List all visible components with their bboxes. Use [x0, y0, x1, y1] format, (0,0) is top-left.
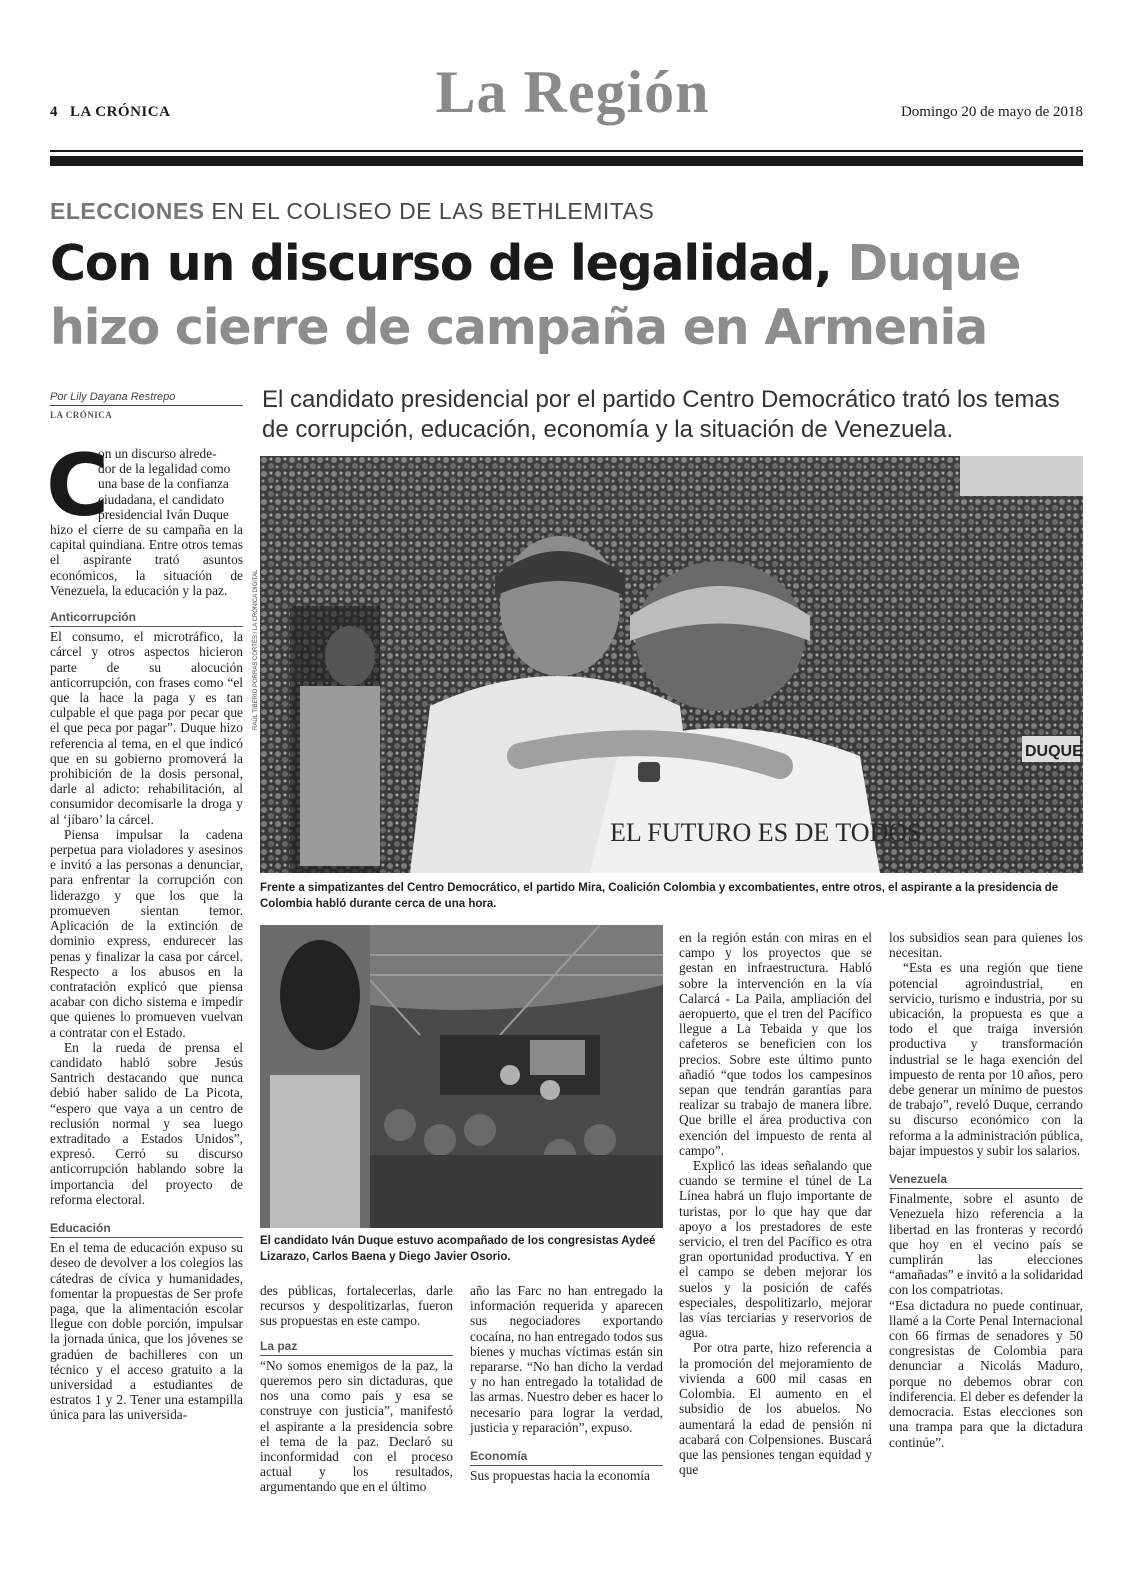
paragraph: En el tema de educación expuso su deseo de devolver a los colegios las cátedras de cívica y humanidades, fomentar la propuestas de Ser profe paga, que la alimentación escolar llegue con doble porción, impulsar la jornada única, que los jóvenes se gradúen de bachilleres con un técnico y el acceso gratuito a la universidad a estudiantes de estratos 1 y 2. Tener una estampilla única para las universida-	[50, 1240, 243, 1423]
kicker	[50, 198, 654, 225]
secondary-photo-caption: El candidato Iván Duque estuvo acompañado de los congresistas Aydeé Lizarazo, Carlos Baena y Diego Javier Osorio.	[260, 1235, 656, 1263]
crowd-photo-illustration	[260, 456, 1083, 873]
subhead-economia: Economía	[470, 1449, 663, 1466]
article-column-3	[470, 1283, 663, 1483]
article-column-1	[50, 446, 243, 1423]
secondary-photo	[260, 925, 663, 1228]
issue-date: Domingo 20 de mayo de 2018	[900, 104, 1083, 120]
sign-text: DUQUE	[1025, 743, 1083, 760]
intro-line: una base de la confianza	[98, 476, 229, 492]
drop-cap: C	[46, 436, 110, 536]
paragraph: Finalmente, sobre el asunto de Venezuela hizo referencia a la libertad en las fronteras y recordó que hoy en el vecino país se cumplirán las elecciones “amañadas” e invitó a la solidaridad con los compatriotas.	[889, 1191, 1083, 1298]
paragraph: los subsidios sean para quienes los necesitan.	[889, 930, 1083, 961]
newspaper-name: LA CRÓNICA	[70, 104, 171, 120]
paragraph: El consumo, el microtráfico, la cárcel y otros aspectos hicieron parte de su alocución anticorrupción, con frases como “el que la hace la paga y es tan culpable el que paga por pecar que el que peca por pagar”. Duque hizo referencia al tema, en el que indicó que en su gobierno promoverá la prohibición de la dosis personal, darle al adicto: rehabilitación, al consumidor decomisarle la droga y al ‘jíbaro’ la cárcel.	[50, 629, 243, 827]
kicker-label: ELECCIONES	[50, 198, 205, 224]
photo-credit: RAÚL TIBERIO PORRAS CORTÉS / LA CRÓNICA DIGITAL	[253, 569, 259, 730]
paragraph: Por otra parte, hizo referencia a la promoción del mejoramiento de vivienda a 600 mil casas en Colombia. El aumento en el subsidio de los abuelos. No aumentará la edad de pensión ni acabará con Colpensiones. Buscará que las pensiones tengan equidad y que	[679, 1340, 872, 1478]
deck: El candidato presidencial por el partido Centro Democrático trató los temas de corrupción, educación, economía y la situación de Venezuela.	[262, 386, 1060, 443]
page-number: 4	[50, 104, 58, 120]
headline	[50, 232, 1090, 360]
article-column-2	[260, 1283, 453, 1495]
paragraph: des públicas, fortalecerlas, darle recursos y despolitizarlas, fueron sus propuestas en este campo.	[260, 1283, 453, 1329]
subhead-paz: La paz	[260, 1339, 453, 1356]
article-column-5	[889, 930, 1083, 1450]
subhead-venezuela: Venezuela	[889, 1172, 1083, 1189]
kicker-text: EN EL COLISEO DE LAS BETHLEMITAS	[211, 198, 655, 224]
paragraph: hizo el cierre de su campaña en la capital quindiana. Entre otros temas el aspirante trató asuntos económicos, la situación de Venezuela, la educación y la paz.	[50, 522, 243, 598]
masthead-rule-thick	[50, 156, 1083, 166]
headline-grey: Duque hizo cierre de campaña en Armenia	[50, 235, 1021, 356]
intro-line: dor de la legalidad como	[98, 461, 231, 477]
article-column-4	[679, 930, 872, 1477]
intro-line: ciudadana, el candidato	[98, 491, 225, 507]
main-photo	[260, 456, 1083, 873]
paragraph: en la región están con miras en el campo y los proyectos que se gestan en infraestructura. Habló sobre la intervención en la vía Calarcá - La Paila, ampliación del aeropuerto, que el tren del Pacífico llegue a La Tebaida y que los cafeteros se beneficien con los precios. Sobre este último punto añadió “que todos los campesinos sepan que tendrán garantías para realizar su trabajo de manera libre. Que brille el área productiva con exención del impuesto de renta al campo”.	[679, 930, 872, 1158]
headline-dark: Con un discurso de legalidad,	[50, 235, 832, 292]
paragraph: año las Farc no han entregado la información requerida y aparecen sus negociadores exportando cocaína, no han entregado todos sus bienes y muchas víctimas están sin repararse. “No han dicho la verdad y no han entregado la totalidad de las armas. Nuestro deber es hacer lo necesario para lograr la verdad, justicia y reparación”, expuso.	[470, 1283, 663, 1435]
intro-line: presidencial Iván Duque	[98, 506, 229, 522]
byline-author: Por Lily Dayana Restrepo	[50, 391, 243, 406]
shirt-text: EL FUTURO ES DE TODOS	[610, 818, 922, 847]
byline-org: LA CRÓNICA	[50, 410, 113, 420]
paragraph: Sus propuestas hacia la economía	[470, 1468, 650, 1484]
paragraph: “No somos enemigos de la paz, la queremos pero sin dictaduras, que nos una como país y esa se construye con justicia”, manifestó el aspirante a la presidencia sobre el tema de la paz. Declaró su inconformidad con el proceso actual y los resultados, argumentando que en el último	[260, 1357, 453, 1495]
coliseum-photo-illustration	[260, 925, 663, 1228]
paragraph: Explicó las ideas señalando que cuando se termine el túnel de La Línea habrá un flujo importante de turistas, por lo que hay que dar apoyo a los prestadores de este servicio, el tren del Pacífico es otra gran oportunidad productiva. Y en el campo se deben mejorar los suelos y la posición de cafés especiales, despolitizarlo, mejorar las vías terciarias y reservorios de agua.	[679, 1158, 872, 1341]
masthead-rule-thin	[50, 150, 1083, 152]
subhead-educacion: Educación	[50, 1221, 243, 1238]
section-title: La Región	[435, 59, 710, 125]
paragraph: Piensa impulsar la cadena perpetua para violadores y asesinos e invitó a las personas a denunciar, para enfrentar la corrupción con liderazgo y que los que la promueven sientan temor. Aplicación de la extinción de dominio express, endurecer las penas y finalizar la casa por cárcel. Respecto a los abusos en la contratación explicó que piensa acabar con dicho sistema e impedir que quienes lo promueven vuelvan a contratar con el Estado.	[50, 826, 243, 1040]
paragraph: “Esa dictadura no puede continuar, llamé a la Corte Penal Internacional con 66 firmas de senadores y 50 congresistas de Colombia para denunciar a Nicolás Maduro, porque no debemos obrar con indiferencia. El deber es defender la democracia. Estas elecciones son una trampa para que la dictadura continúe”.	[889, 1297, 1083, 1450]
paragraph: “Esta es una región que tiene potencial agroindustrial, en servicio, turismo e industria, por su ubicación, la propuesta es que a todo el que traiga inversión productiva y transformación industrial se le haga exención del impuesto de renta por 10 años, pero debe generar un mínimo de puestos de trabajo”, reveló Duque, cerrando su discurso económico con la reforma a la administración pública, bajar impuestos y subir los salarios.	[889, 960, 1083, 1158]
paragraph: En la rueda de prensa el candidato habló sobre Jesús Santrich destacando que nunca debió haber salido de La Picota, “espero que vaya a un centro de reclusión normal y sea luego extraditado a Estados Unidos”, expresó. Cerró su discurso anticorrupción hablando sobre la importancia del proyecto de reforma electoral.	[50, 1039, 243, 1207]
intro-line: on un discurso alrede-	[98, 446, 217, 461]
subhead-anticorrupcion: Anticorrupción	[50, 610, 243, 627]
main-photo-caption: Frente a simpatizantes del Centro Democrático, el partido Mira, Coalición Colombia y excombatientes, entre otros, el aspirante a la presidencia de Colombia habló durante cerca de una hora.	[260, 882, 1059, 910]
